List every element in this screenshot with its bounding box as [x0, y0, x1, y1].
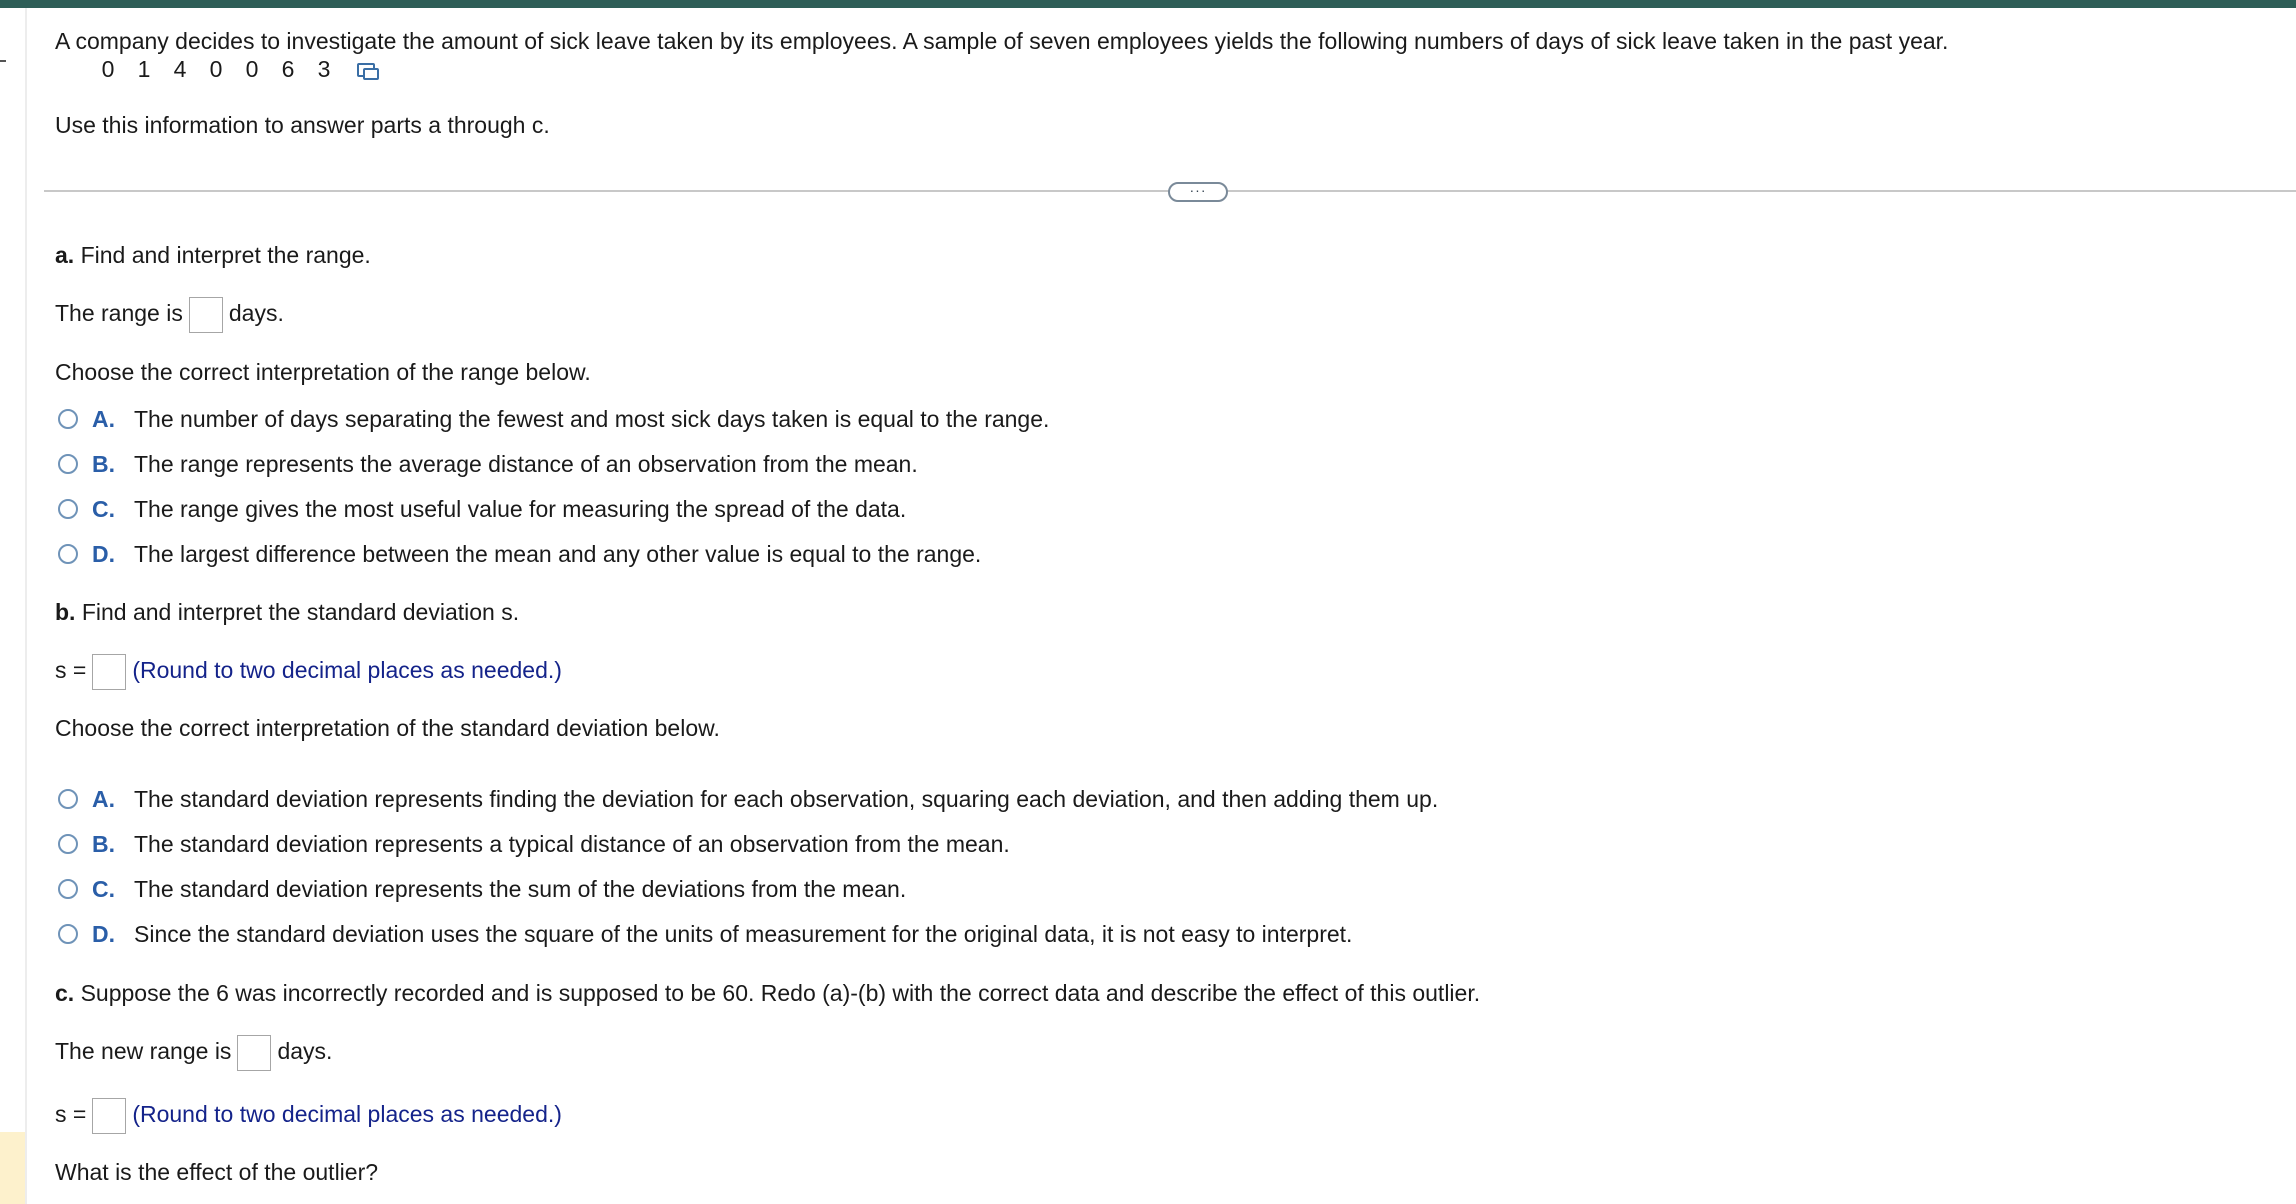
data-value: 3: [317, 56, 331, 82]
option-letter: B.: [92, 831, 115, 857]
option-letter: C.: [92, 876, 115, 902]
part-c-heading: [55, 979, 1480, 1007]
part-a-label: a.: [55, 242, 75, 268]
part-b-option-c[interactable]: [58, 874, 906, 904]
part-c-prompt: Suppose the 6 was incorrectly recorded and is supposed to be 60. Redo (a)-(b) with the correct data and describe the effect of this outlier.: [80, 980, 1481, 1006]
new-range-input[interactable]: [237, 1035, 271, 1071]
radio-button[interactable]: [58, 924, 78, 944]
part-a-option-a[interactable]: [58, 404, 1049, 434]
round-note: (Round to two decimal places as needed.): [132, 1101, 562, 1127]
radio-button[interactable]: [58, 544, 78, 564]
new-range-prefix: The new range is: [55, 1038, 232, 1064]
data-value: 0: [245, 56, 259, 82]
data-values-row: [97, 55, 377, 83]
part-a-prompt: Find and interpret the range.: [80, 242, 371, 268]
data-value: 6: [281, 56, 295, 82]
s-input[interactable]: [92, 654, 126, 690]
option-letter: C.: [92, 496, 115, 522]
radio-button[interactable]: [58, 879, 78, 899]
option-letter: A.: [92, 406, 115, 432]
use-info-text: Use this information to answer parts a through c.: [55, 112, 550, 138]
option-text: The standard deviation represents finding the deviation for each observation, squaring each deviation, and then adding them up.: [134, 786, 1439, 812]
option-letter: A.: [92, 786, 115, 812]
option-text: The range gives the most useful value for measuring the spread of the data.: [134, 496, 907, 522]
option-text: Since the standard deviation uses the square of the units of measurement for the original data, it is not easy to interpret.: [134, 921, 1353, 947]
copy-icon[interactable]: [357, 61, 377, 79]
part-b-heading: [55, 598, 519, 626]
new-s-input[interactable]: [92, 1098, 126, 1134]
part-a-option-c[interactable]: [58, 494, 906, 524]
option-text: The standard deviation represents a typical distance of an observation from the mean.: [134, 831, 1010, 857]
radio-button[interactable]: [58, 499, 78, 519]
radio-button[interactable]: [58, 789, 78, 809]
effect-question: What is the effect of the outlier?: [55, 1159, 379, 1185]
range-suffix: days.: [228, 300, 284, 326]
left-tick: [0, 60, 6, 62]
part-a-option-b[interactable]: [58, 449, 918, 479]
radio-button[interactable]: [58, 409, 78, 429]
data-value: 0: [209, 56, 223, 82]
option-letter: B.: [92, 451, 115, 477]
part-c-label: c.: [55, 980, 75, 1006]
new-s-row: [55, 1096, 562, 1134]
range-input[interactable]: [189, 297, 223, 333]
data-value: 4: [173, 56, 187, 82]
data-value: 0: [101, 56, 115, 82]
option-text: The largest difference between the mean and any other value is equal to the range.: [134, 541, 982, 567]
range-prefix: The range is: [55, 300, 183, 326]
new-range-suffix: days.: [277, 1038, 333, 1064]
round-note: (Round to two decimal places as needed.): [132, 657, 562, 683]
part-b-choose-text: Choose the correct interpretation of the standard deviation below.: [55, 715, 720, 741]
radio-button[interactable]: [58, 454, 78, 474]
part-a-heading: [55, 241, 371, 269]
more-button[interactable]: ···: [1168, 182, 1228, 202]
new-range-row: [55, 1033, 332, 1071]
radio-button[interactable]: [58, 834, 78, 854]
s-row: [55, 652, 562, 690]
part-b-option-d[interactable]: [58, 919, 1352, 949]
part-b-label: b.: [55, 599, 76, 625]
option-letter: D.: [92, 921, 115, 947]
s-prefix: s =: [55, 657, 87, 683]
data-value: 1: [137, 56, 151, 82]
part-a-choose-text: Choose the correct interpretation of the range below.: [55, 359, 591, 385]
part-b-option-b[interactable]: [58, 829, 1010, 859]
left-rule: [25, 8, 27, 1204]
part-a-option-d[interactable]: [58, 539, 981, 569]
part-b-prompt: Find and interpret the standard deviation s.: [81, 599, 520, 625]
option-text: The range represents the average distance of an observation from the mean.: [134, 451, 918, 477]
option-text: The number of days separating the fewest and most sick days taken is equal to the range.: [134, 406, 1050, 432]
top-bar: [0, 0, 2296, 8]
option-text: The standard deviation represents the sum of the deviations from the mean.: [134, 876, 907, 902]
option-letter: D.: [92, 541, 115, 567]
left-highlight: [0, 1132, 25, 1204]
s-prefix: s =: [55, 1101, 87, 1127]
range-row: [55, 295, 284, 333]
part-b-option-a[interactable]: [58, 784, 1438, 814]
intro-text: A company decides to investigate the amount of sick leave taken by its employees. A sample of seven employees yields the following numbers of days of sick leave taken in the past year.: [55, 28, 1949, 54]
